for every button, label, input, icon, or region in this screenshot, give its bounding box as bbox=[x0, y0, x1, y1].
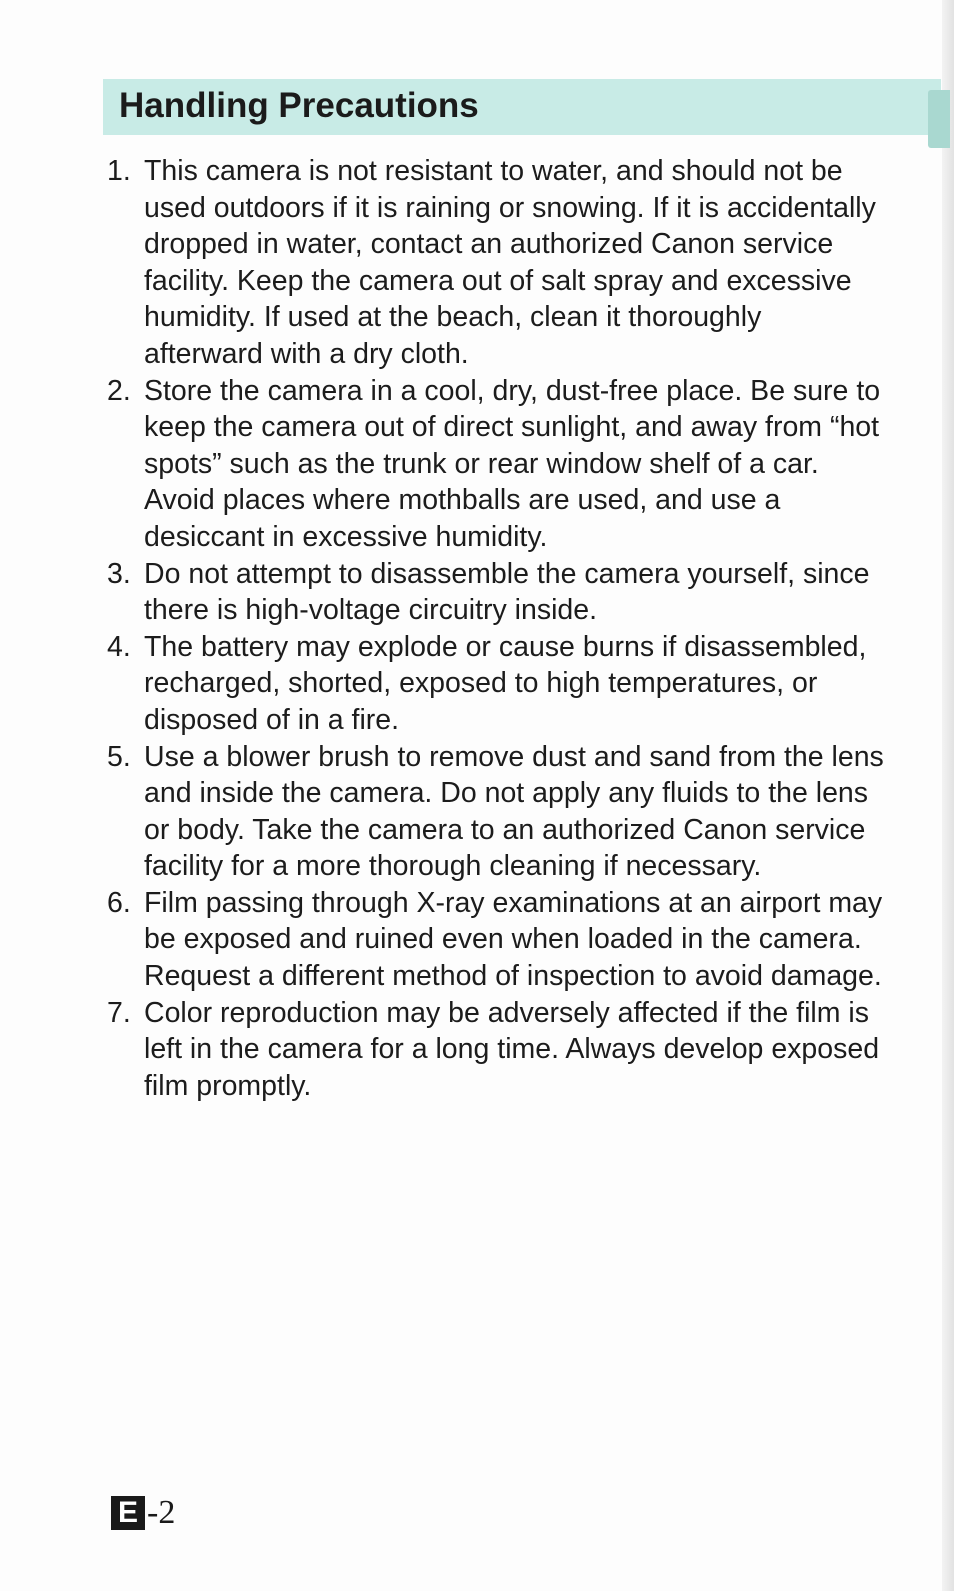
page-number: -2 bbox=[147, 1494, 176, 1531]
precaution-item-3 bbox=[105, 556, 885, 629]
item-text: Color reproduction may be adversely affected if the film is left in the camera for a long time. Always develop exposed film promptly. bbox=[144, 996, 880, 1102]
item-text: Use a blower brush to remove dust and sand from the lens and inside the camera. Do not apply any fluids to the lens or body. Take the camera to an authorized Canon service facility for a more thorough cleaning if necessary. bbox=[144, 740, 884, 883]
item-number: 7. bbox=[107, 996, 131, 1029]
item-number: 4. bbox=[107, 630, 131, 663]
item-number: 5. bbox=[107, 740, 131, 773]
page-title: Handling Precautions bbox=[119, 86, 479, 125]
item-number: 1. bbox=[107, 155, 131, 187]
precaution-item-2 bbox=[105, 373, 885, 556]
item-text: This camera is not resistant to water, and should not be used outdoors if it is raining or snowing. If it is accidentally dropped in water, contact an authorized Canon service facility. Keep the camera out of salt spray and excessive humidity. If used at the beach, clean it thoroughly afterward with a dry cloth. bbox=[144, 155, 876, 370]
item-number: 2. bbox=[107, 374, 131, 407]
page-edge bbox=[942, 0, 954, 1591]
precaution-item-5 bbox=[105, 739, 885, 885]
item-text: The battery may explode or cause burns if disassembled, recharged, shorted, exposed to high temperatures, or disposed of in a fire. bbox=[144, 630, 867, 736]
item-number: 6. bbox=[107, 886, 131, 919]
item-text: Store the camera in a cool, dry, dust-free place. Be sure to keep the camera out of direct sunlight, and away from “hot spots” such as the trunk or rear window shelf of a car. Avoid places where mothballs are used, and use a desiccant in excessive humidity. bbox=[144, 374, 881, 553]
precautions-list bbox=[105, 153, 885, 1104]
item-text: Do not attempt to disassemble the camera yourself, since there is high-voltage circuitry inside. bbox=[144, 557, 870, 627]
precaution-item-7 bbox=[105, 995, 885, 1105]
item-text: Film passing through X-ray examinations at an airport may be exposed and ruined even when loaded in the camera. Request a different method of inspection to avoid damage. bbox=[144, 886, 883, 993]
precaution-item-4 bbox=[105, 629, 885, 739]
precaution-item-1 bbox=[105, 153, 885, 373]
section-thumb-tab bbox=[928, 90, 950, 148]
section-letter-badge: E bbox=[111, 1496, 145, 1530]
item-number: 3. bbox=[107, 557, 131, 590]
precaution-item-6 bbox=[105, 885, 885, 995]
